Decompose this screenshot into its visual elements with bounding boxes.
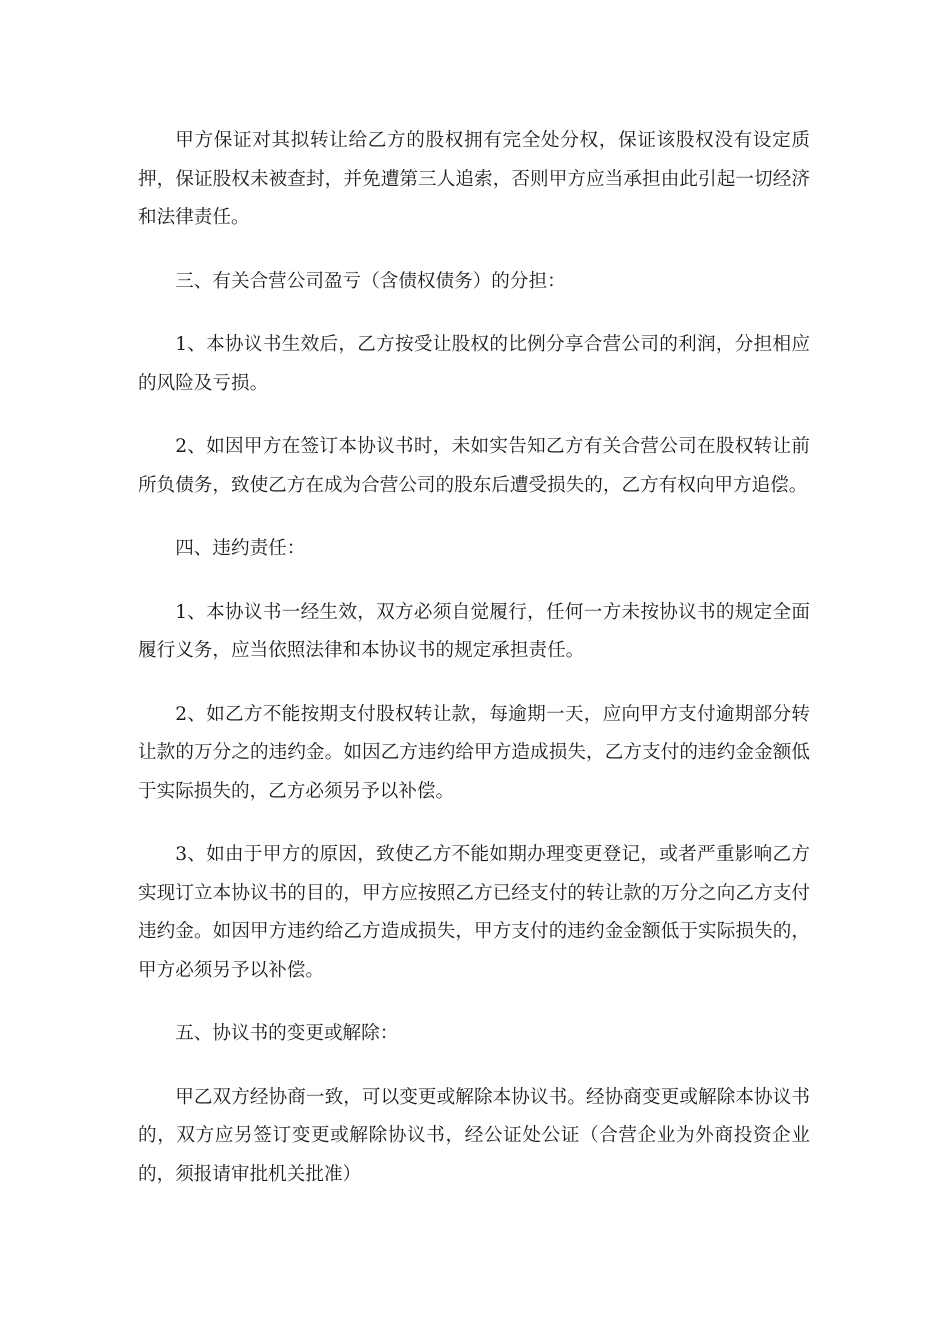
section-heading-profit-loss: 三、有关合营公司盈亏（含债权债务）的分担： [175,270,566,292]
section-heading-amendment: 五、协议书的变更或解除： [175,1023,399,1044]
paragraph-registration-penalty: 3、如由于甲方的原因，致使乙方不能如期办理变更登记，或者严重影响乙方实现订立本协议书的目的，甲方应按照乙方已经支付的转让款的万分之向乙方支付违约金。如因甲方违约给乙方造成损失，甲方支付的违约金金额低于实际损失的，甲方必须另予以补偿。 [138,844,810,981]
paragraph-late-payment-penalty: 2、如乙方不能按期支付股权转让款，每逾期一天，应向甲方支付逾期部分转让款的万分之的违约金。如因乙方违约给甲方造成损失，乙方支付的违约金金额低于实际损失的，乙方必须另予以补偿。 [138,703,810,802]
section-heading-liability: 四、违约责任： [175,538,306,559]
paragraph-amendment-terms: 甲乙双方经协商一致，可以变更或解除本协议书。经协商变更或解除本协议书的，双方应另签订变更或解除协议书，经公证处公证（合营企业为外商投资企业的，须报请审批机关批准） [138,1086,810,1185]
paragraph-profit-sharing: 1、本协议书生效后，乙方按受让股权的比例分享合营公司的利润，分担相应的风险及亏损。 [138,334,810,394]
document-body [138,122,810,1219]
paragraph-equity-guarantee: 甲方保证对其拟转让给乙方的股权拥有完全处分权，保证该股权没有设定质押，保证股权未被查封，并免遭第三人追索，否则甲方应当承担由此引起一切经济和法律责任。 [138,130,810,228]
paragraph-liability-general: 1、本协议书一经生效，双方必须自觉履行，任何一方未按协议书的规定全面履行义务，应当依照法律和本协议书的规定承担责任。 [138,601,810,661]
paragraph-debt-compensation: 2、如因甲方在签订本协议书时，未如实告知乙方有关合营公司在股权转让前所负债务，致使乙方在成为合营公司的股东后遭受损失的，乙方有权向甲方追偿。 [138,436,810,496]
